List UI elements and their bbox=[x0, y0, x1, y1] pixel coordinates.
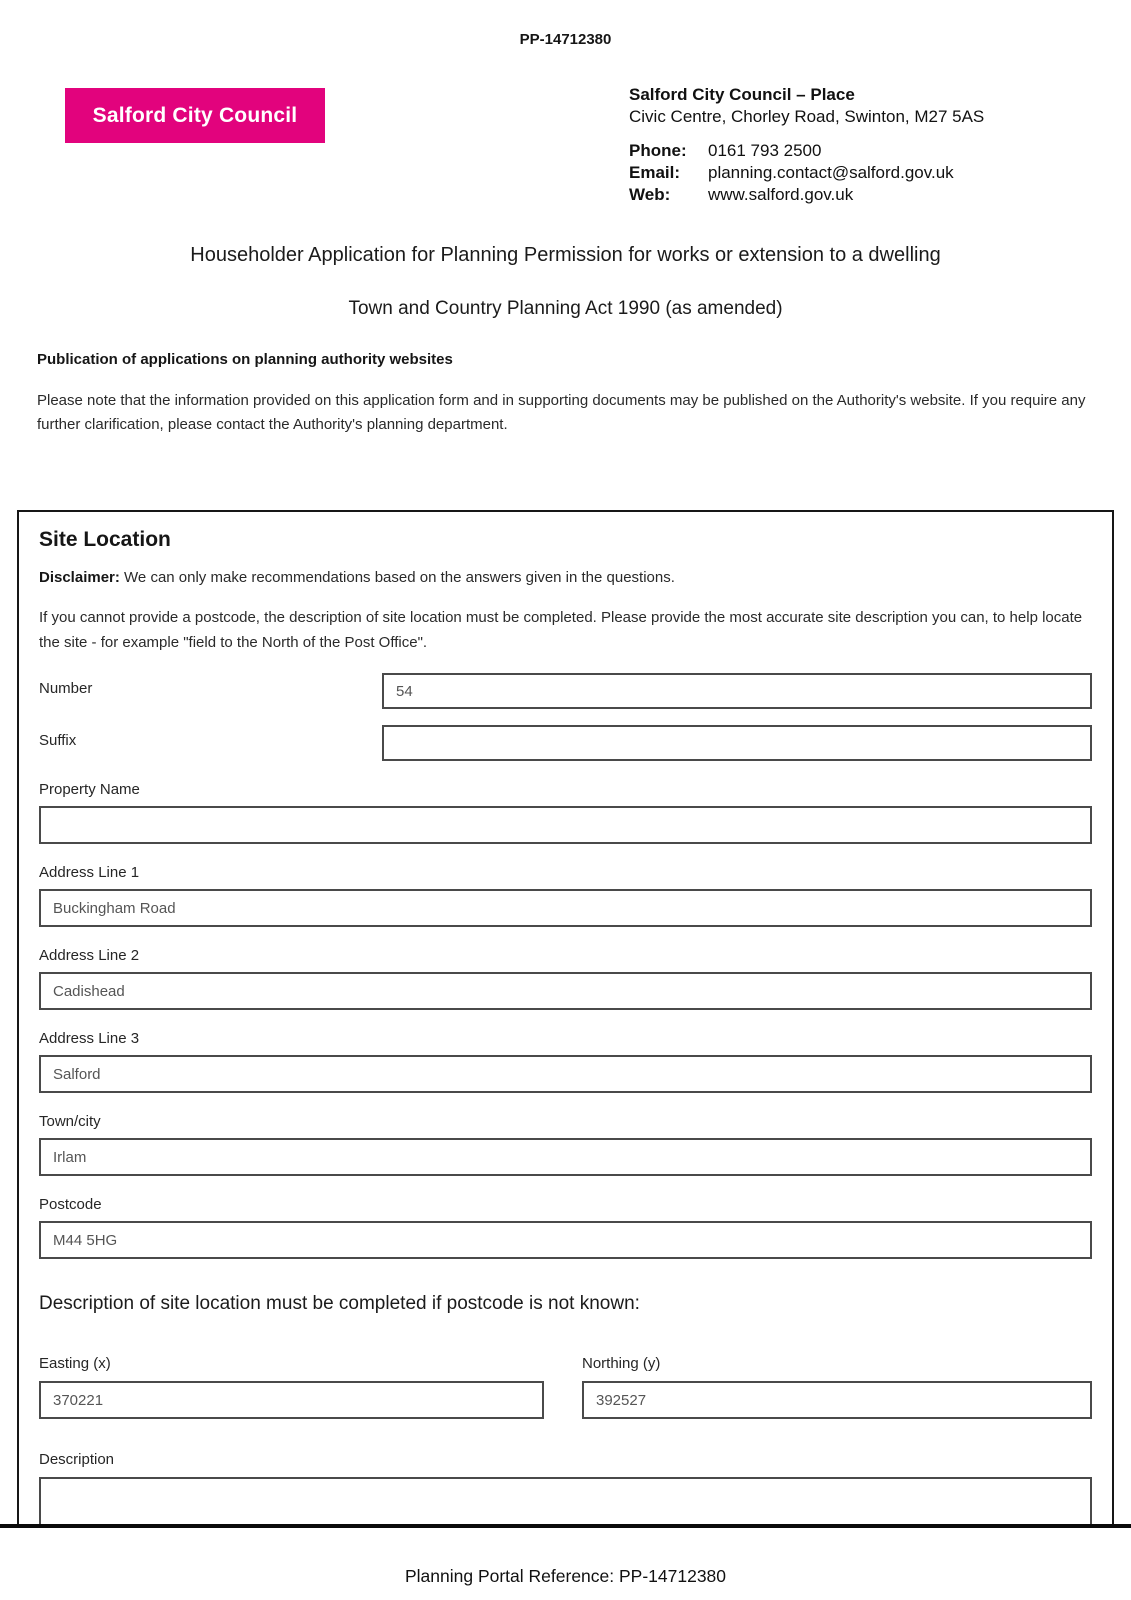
description-requirement-heading: Description of site location must be completed if postcode is not known: bbox=[39, 1293, 640, 1314]
field-block-address-line-3 bbox=[39, 1030, 1092, 1093]
northing-label: Northing (y) bbox=[582, 1355, 661, 1372]
field-block-property-name bbox=[39, 781, 1092, 844]
salford-city-council-logo: Salford City Council bbox=[65, 88, 325, 143]
field-block-easting bbox=[39, 1355, 544, 1419]
contact-block bbox=[629, 84, 1093, 206]
disclaimer-text bbox=[39, 569, 1092, 587]
address-line-1-label: Address Line 1 bbox=[39, 864, 140, 881]
contact-row-email bbox=[629, 162, 1093, 184]
description-textarea[interactable] bbox=[39, 1477, 1092, 1524]
disclaimer-label: Disclaimer: bbox=[39, 569, 120, 586]
document-subtitle: Town and Country Planning Act 1990 (as amended) bbox=[348, 298, 783, 319]
field-block-address-line-1 bbox=[39, 864, 1092, 927]
suffix-input[interactable] bbox=[382, 725, 1092, 761]
easting-input[interactable] bbox=[39, 1381, 544, 1419]
publication-body: Please note that the information provided on this application form and in supporting documents may be published on the Authority's website. If you require any further clarification, please contact the Authority's planning department. bbox=[37, 392, 1086, 433]
document-title: Householder Application for Planning Permission for works or extension to a dwelling bbox=[190, 244, 941, 266]
page-break-divider bbox=[0, 1524, 1131, 1528]
address-line-1-input[interactable] bbox=[39, 889, 1092, 927]
number-label: Number bbox=[39, 680, 93, 697]
field-block-northing bbox=[582, 1355, 1092, 1419]
contact-org-name: Salford City Council – Place bbox=[629, 85, 855, 104]
phone-label: Phone: bbox=[629, 141, 687, 160]
contact-rows bbox=[629, 140, 1093, 206]
site-location-heading: Site Location bbox=[39, 528, 171, 551]
web-label: Web: bbox=[629, 185, 671, 204]
header bbox=[65, 84, 1093, 206]
address-line-3-input[interactable] bbox=[39, 1055, 1092, 1093]
address-line-2-label: Address Line 2 bbox=[39, 947, 140, 964]
field-block-description bbox=[39, 1451, 1092, 1524]
footer-reference: Planning Portal Reference: PP-14712380 bbox=[404, 1566, 727, 1586]
number-input[interactable] bbox=[382, 673, 1092, 709]
address-line-3-label: Address Line 3 bbox=[39, 1030, 140, 1047]
disclaimer-body: We can only make recommendations based on the answers given in the questions. bbox=[119, 569, 675, 586]
town-city-label: Town/city bbox=[39, 1113, 101, 1130]
field-row-number bbox=[39, 673, 1092, 709]
description-label: Description bbox=[39, 1451, 115, 1468]
property-name-input[interactable] bbox=[39, 806, 1092, 844]
email-value: planning.contact@salford.gov.uk bbox=[708, 163, 954, 182]
postcode-label: Postcode bbox=[39, 1196, 102, 1213]
field-block-address-line-2 bbox=[39, 947, 1092, 1010]
property-name-label: Property Name bbox=[39, 781, 140, 798]
field-block-town-city bbox=[39, 1113, 1092, 1176]
publication-heading: Publication of applications on planning authority websites bbox=[37, 351, 453, 368]
site-location-section bbox=[17, 510, 1114, 1524]
town-city-input[interactable] bbox=[39, 1138, 1092, 1176]
web-value: www.salford.gov.uk bbox=[708, 185, 854, 204]
email-label: Email: bbox=[629, 163, 681, 182]
contact-row-phone bbox=[629, 140, 1093, 162]
postcode-input[interactable] bbox=[39, 1221, 1092, 1259]
address-line-2-input[interactable] bbox=[39, 972, 1092, 1010]
field-row-suffix bbox=[39, 725, 1092, 761]
phone-value: 0161 793 2500 bbox=[708, 141, 822, 160]
contact-row-web bbox=[629, 184, 1093, 206]
suffix-label: Suffix bbox=[39, 732, 77, 749]
top-reference: PP-14712380 bbox=[519, 31, 612, 48]
field-block-postcode bbox=[39, 1196, 1092, 1259]
northing-input[interactable] bbox=[582, 1381, 1092, 1419]
coordinates-row bbox=[39, 1355, 1092, 1419]
easting-label: Easting (x) bbox=[39, 1355, 111, 1372]
site-location-intro: If you cannot provide a postcode, the description of site location must be completed. Please provide the most accurate site description you can, to help locate the site - for example "field to the North of the Post Office". bbox=[39, 609, 1083, 651]
contact-address: Civic Centre, Chorley Road, Swinton, M27 5AS bbox=[629, 107, 985, 126]
